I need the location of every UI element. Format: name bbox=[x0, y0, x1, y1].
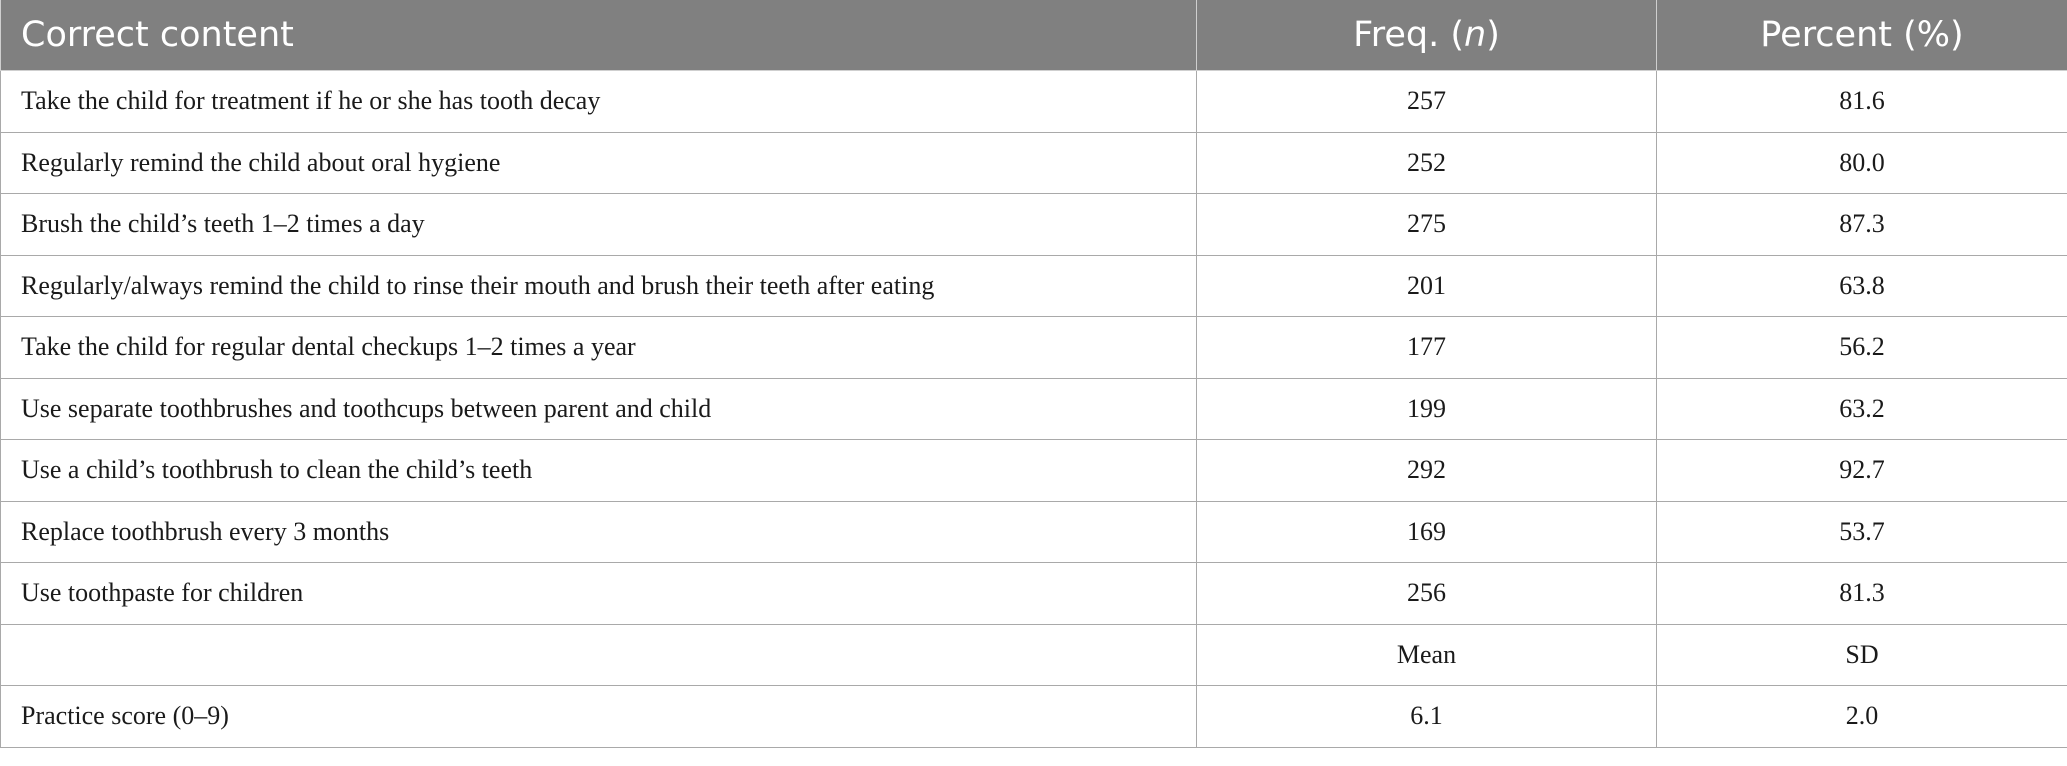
row-content: Regularly remind the child about oral hygiene bbox=[1, 132, 1197, 194]
header-frequency-n: n bbox=[1464, 15, 1487, 55]
header-percent: Percent (%) bbox=[1657, 0, 2067, 71]
table-row bbox=[1, 194, 2067, 256]
row-percent: 80.0 bbox=[1657, 132, 2067, 194]
row-frequency: 201 bbox=[1197, 255, 1657, 317]
summary-header-row bbox=[1, 624, 2067, 686]
row-content: Use toothpaste for children bbox=[1, 563, 1197, 625]
summary-header-sd: SD bbox=[1657, 624, 2067, 686]
header-row bbox=[1, 0, 2067, 71]
row-percent: 63.2 bbox=[1657, 378, 2067, 440]
header-correct-content: Correct content bbox=[1, 0, 1197, 71]
row-content: Use a child’s toothbrush to clean the child’s teeth bbox=[1, 440, 1197, 502]
summary-row bbox=[1, 686, 2067, 748]
row-frequency: 252 bbox=[1197, 132, 1657, 194]
row-percent: 56.2 bbox=[1657, 317, 2067, 379]
header-frequency bbox=[1197, 0, 1657, 71]
row-frequency: 275 bbox=[1197, 194, 1657, 256]
table-body bbox=[1, 71, 2067, 748]
row-percent: 63.8 bbox=[1657, 255, 2067, 317]
table-row bbox=[1, 440, 2067, 502]
row-percent: 81.3 bbox=[1657, 563, 2067, 625]
row-content: Replace toothbrush every 3 months bbox=[1, 501, 1197, 563]
row-content: Take the child for treatment if he or she has tooth decay bbox=[1, 71, 1197, 133]
table-row bbox=[1, 563, 2067, 625]
header-frequency-prefix: Freq. ( bbox=[1353, 15, 1465, 55]
row-percent: 87.3 bbox=[1657, 194, 2067, 256]
row-frequency: 292 bbox=[1197, 440, 1657, 502]
table-row bbox=[1, 378, 2067, 440]
table-row bbox=[1, 132, 2067, 194]
row-frequency: 256 bbox=[1197, 563, 1657, 625]
row-frequency: 199 bbox=[1197, 378, 1657, 440]
row-content: Regularly/always remind the child to rinse their mouth and brush their teeth after eating bbox=[1, 255, 1197, 317]
table-row bbox=[1, 71, 2067, 133]
summary-header-blank bbox=[1, 624, 1197, 686]
row-frequency: 257 bbox=[1197, 71, 1657, 133]
row-frequency: 169 bbox=[1197, 501, 1657, 563]
table-header bbox=[1, 0, 2067, 71]
row-percent: 92.7 bbox=[1657, 440, 2067, 502]
table-row bbox=[1, 317, 2067, 379]
row-frequency: 177 bbox=[1197, 317, 1657, 379]
table-row bbox=[1, 255, 2067, 317]
row-content: Brush the child’s teeth 1–2 times a day bbox=[1, 194, 1197, 256]
practice-score-sd: 2.0 bbox=[1657, 686, 2067, 748]
row-content: Use separate toothbrushes and toothcups between parent and child bbox=[1, 378, 1197, 440]
header-frequency-suffix: ) bbox=[1486, 15, 1500, 55]
summary-header-mean: Mean bbox=[1197, 624, 1657, 686]
row-percent: 81.6 bbox=[1657, 71, 2067, 133]
row-percent: 53.7 bbox=[1657, 501, 2067, 563]
table-row bbox=[1, 501, 2067, 563]
practice-score-label: Practice score (0–9) bbox=[1, 686, 1197, 748]
practice-score-mean: 6.1 bbox=[1197, 686, 1657, 748]
row-content: Take the child for regular dental checkups 1–2 times a year bbox=[1, 317, 1197, 379]
